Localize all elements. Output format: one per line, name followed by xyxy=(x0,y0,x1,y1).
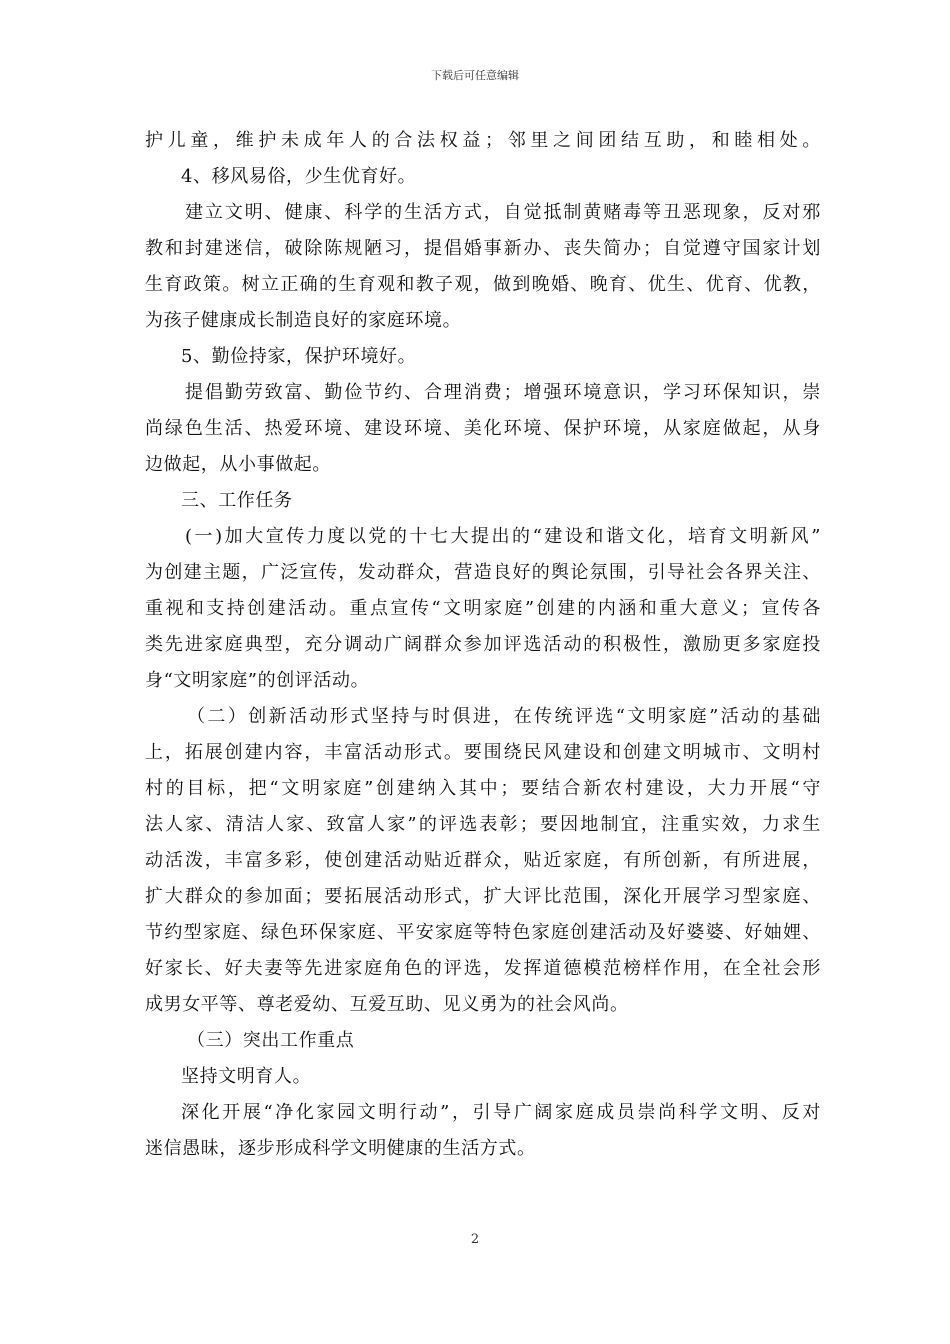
page-header: 下载后可任意编辑 xyxy=(431,69,519,82)
text-line: 好家长、好夫妻等先进家庭角色的评选，发挥道德模范榜样作用，在全社会形 xyxy=(145,958,821,979)
text-line: 成男女平等、尊老爱幼、互爱互助、见义勇为的社会风尚。 xyxy=(145,994,629,1015)
text-line: 建立文明、健康、科学的生活方式，自觉抵制黄赌毒等丑恶现象，反对邪 xyxy=(185,202,821,223)
text-line: 护儿童，维护未成年人的合法权益；邻里之间团结互助，和睦相处。 xyxy=(145,130,821,151)
section-heading: 4、移风易俗，少生优育好。 xyxy=(181,166,417,187)
text-line: 动活泼，丰富多彩，使创建活动贴近群众，贴近家庭，有所创新，有所进展， xyxy=(145,850,821,871)
text-line: 上，拓展创建内容，丰富活动形式。要围绕民风建设和创建文明城市、文明村 xyxy=(145,742,821,763)
text-line: 深化开展“净化家园文明行动”，引导广阔家庭成员崇尚科学文明、反对 xyxy=(181,1102,821,1123)
section-heading: 三、工作任务 xyxy=(181,490,293,511)
text-line: 提倡勤劳致富、勤俭节约、合理消费；增强环境意识，学习环保知识，崇 xyxy=(185,382,821,403)
text-line: 为创建主题，广泛宣传，发动群众，营造良好的舆论氛围，引导社会各界关注、 xyxy=(145,562,821,583)
text-line: 坚持文明育人。 xyxy=(181,1066,312,1087)
text-line: 生育政策。树立正确的生育观和教子观，做到晚婚、晚育、优生、优育、优教， xyxy=(145,274,821,295)
section-heading: （三）突出工作重点 xyxy=(187,1030,355,1051)
text-line: 法人家、清洁人家、致富人家”的评选表彰；要因地制宜，注重实效，力求生 xyxy=(145,814,821,835)
text-line: 身“文明家庭”的创评活动。 xyxy=(145,670,370,691)
text-line: 类先进家庭典型，充分调动广阔群众参加评选活动的积极性，激励更多家庭投 xyxy=(145,634,821,655)
text-line: 边做起，从小事做起。 xyxy=(145,454,331,475)
document-body xyxy=(145,123,821,1167)
text-line: (一)加大宣传力度以党的十七大提出的“建设和谐文化，培育文明新风” xyxy=(185,526,821,547)
text-line: 为孩子健康成长制造良好的家庭环境。 xyxy=(145,310,462,331)
text-line: 重视和支持创建活动。重点宣传“文明家庭”创建的内涵和重大意义；宣传各 xyxy=(145,598,821,619)
text-line: 教和封建迷信，破除陈规陋习，提倡婚事新办、丧失简办；自觉遵守国家计划 xyxy=(145,238,821,259)
page-number: 2 xyxy=(470,1232,480,1247)
text-line: （二）创新活动形式坚持与时俱进，在传统评选“文明家庭”活动的基础 xyxy=(187,706,821,727)
text-line: 尚绿色生活、热爱环境、建设环境、美化环境、保护环境，从家庭做起，从身 xyxy=(145,418,821,439)
text-line: 迷信愚昧，逐步形成科学文明健康的生活方式。 xyxy=(145,1138,536,1159)
text-line: 节约型家庭、绿色环保家庭、平安家庭等特色家庭创建活动及好婆婆、好妯娌、 xyxy=(145,922,821,943)
text-line: 村的目标，把“文明家庭”创建纳入其中；要结合新农村建设，大力开展“守 xyxy=(145,778,821,799)
section-heading: 5、勤俭持家，保护环境好。 xyxy=(181,346,417,367)
text-line: 扩大群众的参加面；要拓展活动形式，扩大评比范围，深化开展学习型家庭、 xyxy=(145,886,821,907)
